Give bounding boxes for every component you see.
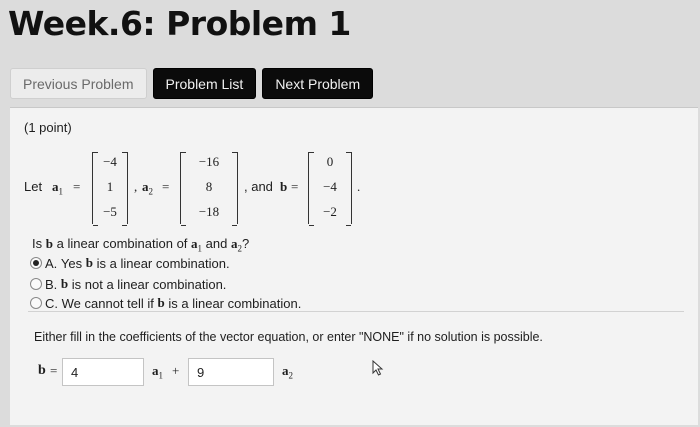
b-symbol: b [85, 255, 93, 270]
option-c[interactable] [30, 295, 301, 311]
plus-sign: + [172, 363, 180, 378]
previous-problem-button[interactable]: Previous Problem [10, 68, 147, 99]
coefficient-2-input[interactable] [188, 358, 274, 386]
a1-symbol: $a_1$ [52, 179, 63, 197]
option-letter: B. [45, 276, 58, 292]
matrix-cell: −5 [103, 204, 117, 219]
a2-symbol: $a_2$ [231, 236, 242, 254]
equals-sign: = [291, 179, 299, 194]
question-mark: ? [242, 236, 250, 251]
question-text [32, 236, 249, 254]
matrix-cell: −16 [198, 154, 220, 169]
and-label: , and [244, 179, 273, 194]
option-post: is a linear combination. [96, 255, 230, 271]
option-pre: We cannot tell if [61, 295, 154, 311]
option-letter: A. [45, 255, 58, 271]
matrix-b [308, 152, 352, 224]
matrix-cell: −4 [103, 154, 117, 169]
radio-button[interactable] [30, 278, 42, 290]
option-post: is a linear combination. [168, 295, 302, 311]
coefficient-1-input[interactable] [62, 358, 144, 386]
b-symbol: b [157, 295, 165, 310]
matrix-cell: 0 [326, 154, 334, 169]
option-pre: Yes [60, 255, 83, 271]
matrix-cell: −18 [198, 204, 220, 219]
question-and: and [205, 236, 228, 251]
points-label: (1 point) [24, 120, 72, 135]
b-symbol: b [45, 236, 53, 251]
problem-list-button[interactable]: Problem List [153, 68, 257, 99]
problem-navigation [10, 68, 373, 99]
b-symbol: b [280, 179, 288, 194]
option-letter: C. [45, 295, 58, 311]
comma: , [134, 179, 138, 194]
equals-sign: = [73, 179, 81, 194]
matrix-a1 [92, 152, 128, 224]
vector-equation [38, 358, 678, 386]
option-post: is not a linear combination. [71, 276, 227, 292]
matrix-cell: 1 [106, 179, 114, 194]
matrix-cell: −2 [323, 204, 337, 219]
a1-symbol: $a_1$ [152, 363, 163, 381]
radio-button[interactable] [30, 297, 42, 309]
b-symbol: b [38, 363, 46, 378]
divider [28, 311, 684, 312]
matrix-a2 [180, 152, 238, 224]
page-title: Week.6: Problem 1 [8, 4, 351, 43]
instruction-text: Either fill in the coefficients of the vector equation, or enter "NONE" if no solution is possible. [34, 330, 543, 344]
b-symbol: b [60, 276, 69, 291]
a2-symbol: $a_2$ [142, 179, 153, 197]
equals-sign: = [50, 363, 58, 378]
mouse-pointer-icon [372, 360, 384, 376]
option-a[interactable] [30, 255, 230, 271]
question-middle: a linear combination of [56, 236, 188, 251]
period: . [357, 179, 361, 194]
radio-button-checked[interactable] [30, 257, 42, 269]
problem-card [10, 107, 698, 425]
matrix-cell: 8 [205, 179, 213, 194]
matrix-cell: −4 [323, 179, 337, 194]
let-label: Let [24, 179, 43, 194]
question-prefix: Is [32, 236, 43, 251]
vector-definitions [10, 152, 698, 224]
option-b[interactable] [30, 276, 226, 292]
equals-sign: = [162, 179, 170, 194]
next-problem-button[interactable]: Next Problem [262, 68, 373, 99]
a2-symbol: $a_2$ [282, 363, 293, 381]
a1-symbol: $a_1$ [191, 236, 203, 254]
